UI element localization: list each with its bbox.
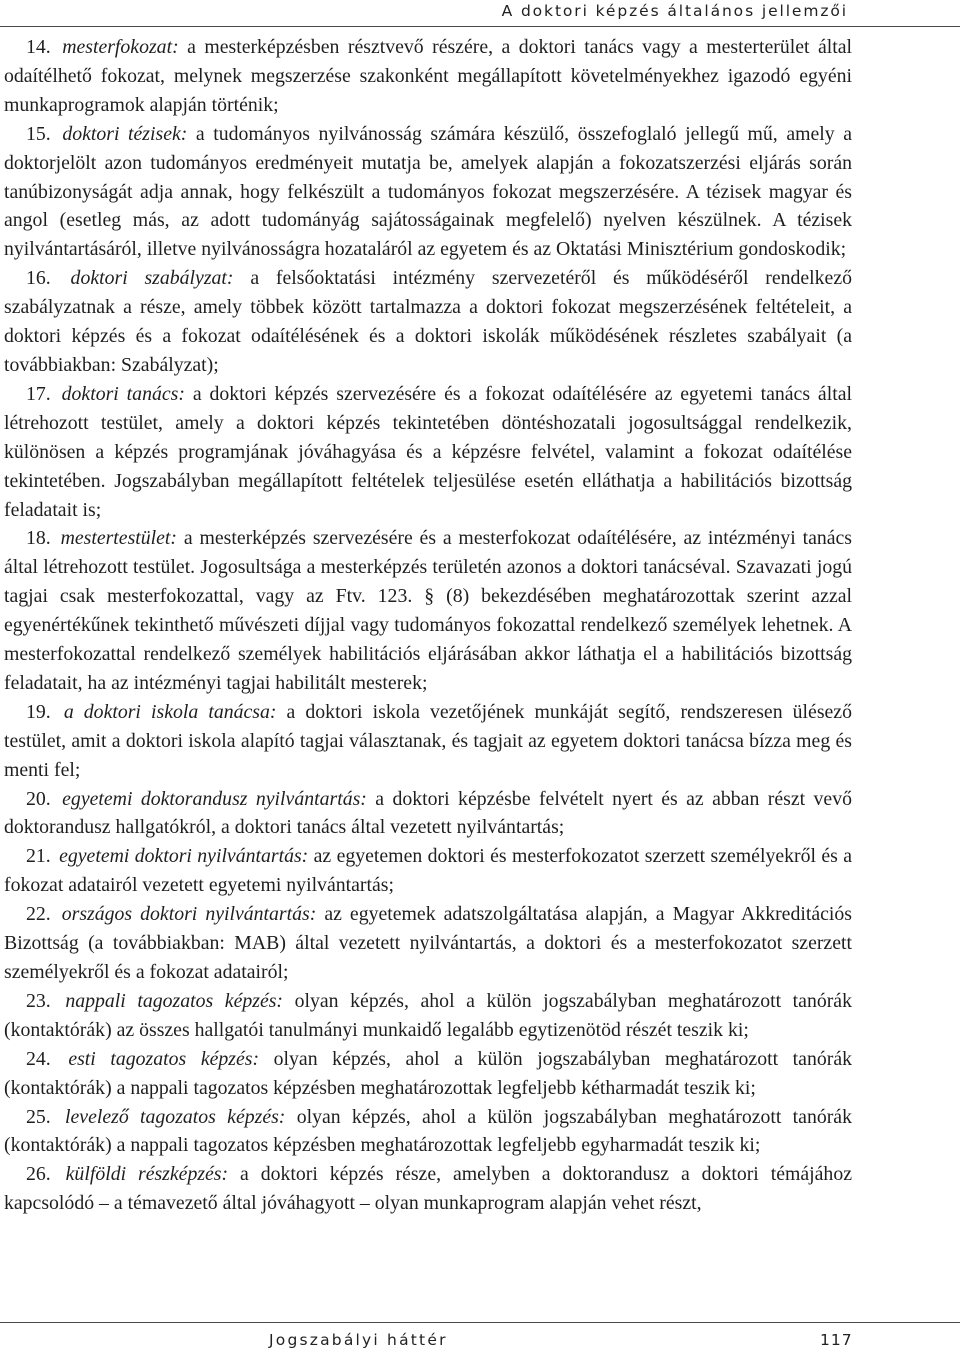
definition-item-20 — [4, 785, 852, 843]
item-number: 20. — [26, 787, 51, 810]
definition-item-14 — [4, 33, 852, 120]
definition-item-26 — [4, 1160, 852, 1218]
item-number: 23. — [26, 989, 51, 1012]
item-term: nappali tagozatos képzés: — [65, 989, 284, 1012]
item-number: 22. — [26, 903, 51, 926]
page-number: 117 — [820, 1331, 853, 1349]
item-number: 25. — [26, 1105, 51, 1128]
item-text: a felsőoktatási intézmény szervezetéről és működéséről rendelkező szabályzatnak a része, amely többek között tartalmazza a doktori fokozat megszerzésének feltételeit, a doktori képzés és a fokozat odaítélésének és a doktori iskolák működésének részletes szabályait (a továbbiakban: Szabályzat); — [4, 267, 853, 376]
item-number: 19. — [26, 700, 51, 723]
definition-item-25 — [4, 1103, 852, 1161]
item-text: a doktori képzés része, amelyben a doktorandusz a doktori témájához kapcsolódó – a témavezető által jóváhagyott – olyan munkaprogram alapján vehet részt, — [4, 1163, 852, 1215]
item-number: 24. — [26, 1047, 51, 1070]
item-term: doktori tanács: — [61, 382, 185, 405]
definition-item-23 — [4, 987, 852, 1045]
definition-item-19 — [4, 698, 852, 785]
item-number: 17. — [26, 382, 51, 405]
definition-item-24 — [4, 1045, 852, 1103]
item-number: 16. — [26, 267, 51, 290]
item-term: országos doktori nyilvántartás: — [61, 903, 317, 926]
definition-item-18 — [4, 524, 852, 697]
item-number: 26. — [26, 1163, 51, 1186]
item-text: a mesterképzés szervezésére és a mesterfokozat odaítélésére, az intézményi tanács által létrehozott testület. Jogosultsága a mesterképzés területén azonos a doktori tanácséval. Szavazati jogú tagjai csak mesterfokozattal, vagy az Ftv. 123. § (8) bekezdésében meghatározottak szerint azzal egyenértékűnek tekinthető művészeti díjjal vagy tudományos fokozattal rendelkező személyek lehetnek. A mesterfokozattal rendelkező személyek habilitációs eljárásában akkor láthatja el a habilitációs bizottság feladatait, ha az intézményi tagjai habilitált mesterek; — [4, 527, 853, 694]
item-term: mestertestület: — [60, 527, 178, 550]
item-text: a doktori képzésbe felvételt nyert és az abban részt vevő doktorandusz hallgatókról, a doktori tanács által vezetett nyilvántartás; — [4, 787, 852, 839]
item-text: az egyetemen doktori és mesterfokozatot szerzett személyekről és a fokozat adatairól vezetett egyetemi nyilvántartás; — [4, 845, 852, 897]
item-text: olyan képzés, ahol a külön jogszabályban meghatározott tanórák (kontaktórák) a nappali tagozatos képzésben meghatározottak legfeljebb kétharmadát teszik ki; — [4, 1047, 852, 1099]
item-term: a doktori iskola tanácsa: — [63, 700, 277, 723]
definition-item-16 — [4, 264, 852, 380]
item-text: olyan képzés, ahol a külön jogszabályban meghatározott tanórák (kontaktórák) a nappali tagozatos képzésben meghatározottak legfeljebb egyharmadát teszik ki; — [4, 1105, 852, 1157]
item-text: olyan képzés, ahol a külön jogszabályban meghatározott tanórák (kontaktórák) az összes hallgatói tanulmányi munkaidő legalább egytizenötöd részét teszik ki; — [4, 989, 852, 1041]
footer-divider — [0, 1322, 960, 1323]
definition-item-17 — [4, 380, 852, 525]
running-header-title: A doktori képzés általános jellemzői — [501, 2, 848, 20]
item-number: 14. — [26, 36, 51, 58]
footer-section-title: Jogszabályi háttér — [269, 1331, 448, 1349]
item-number: 18. — [26, 527, 51, 550]
item-text: a tudományos nyilvánosság számára készülő, összefoglaló jellegű mű, amely a doktorjelölt azon tudományos eredményeit mutatja be, amelyek alapján a fokozatszerzési eljárás során tanúbizonyságát adja annak, hogy felkészült a tudományos fokozat megszerzésére. A tézisek magyar és angol (esetleg más, az adott tudományág sajátosságainak megfelelő) nyelven készülnek. A tézisek nyilvántartásáról, illetve nyilvánosságra hozataláról az egyetem és az Oktatási Minisztérium gondoskodik; — [4, 122, 852, 261]
item-text: a doktori iskola vezetőjének munkáját segítő, rendszeresen ülésező testület, amit a doktori iskola alapító tagjai választanak, és tagjait az egyetem doktori tanácsa bízza meg és menti fel; — [4, 700, 852, 781]
item-term: egyetemi doktorandusz nyilvántartás: — [62, 787, 367, 810]
definitions-list — [4, 33, 852, 1218]
item-text: a doktori képzés szervezésére és a fokozat odaítélésére az egyetemi tanács által létrehozott testület, amely a doktori képzés tekintetében döntéshozatali jogosultsággal rendelkezik, különösen a képzés programjának jóváhagyása és a képzésre felvétel, valamint a fokozat odaítélése tekintetében. Jogszabályban megállapított feltételek teljesülése esetén elláthatja a habilitációs bizottság feladatait is; — [4, 382, 852, 521]
definition-item-15 — [4, 120, 852, 265]
item-term: külföldi részképzés: — [65, 1163, 229, 1186]
item-term: egyetemi doktori nyilvántartás: — [59, 845, 309, 868]
item-text: a mesterképzésben résztvevő részére, a doktori tanács vagy a mesterterület által odaítélhető fokozat, melynek megszerzése szakonként megállapított követelményekhez igazodó egyéni munkaprogramok alapján történik; — [4, 36, 853, 116]
item-text: az egyetemek adatszolgáltatása alapján, a Magyar Akkreditációs Bizottság (a továbbiakban: MAB) által vezetett nyilvántartás, a doktori és a mesterfokozatot szerzett személyekről és a fokozat adatairól; — [4, 903, 852, 983]
item-term: levelező tagozatos képzés: — [65, 1105, 286, 1128]
header-divider — [0, 26, 960, 27]
item-term: doktori tézisek: — [62, 122, 188, 145]
item-number: 15. — [26, 122, 51, 145]
item-term: esti tagozatos képzés: — [68, 1047, 260, 1070]
item-number: 21. — [26, 845, 51, 868]
definition-item-21 — [4, 842, 852, 900]
item-term: doktori szabályzat: — [70, 267, 234, 290]
definition-item-22 — [4, 900, 852, 987]
item-term: mesterfokozat: — [62, 36, 179, 58]
